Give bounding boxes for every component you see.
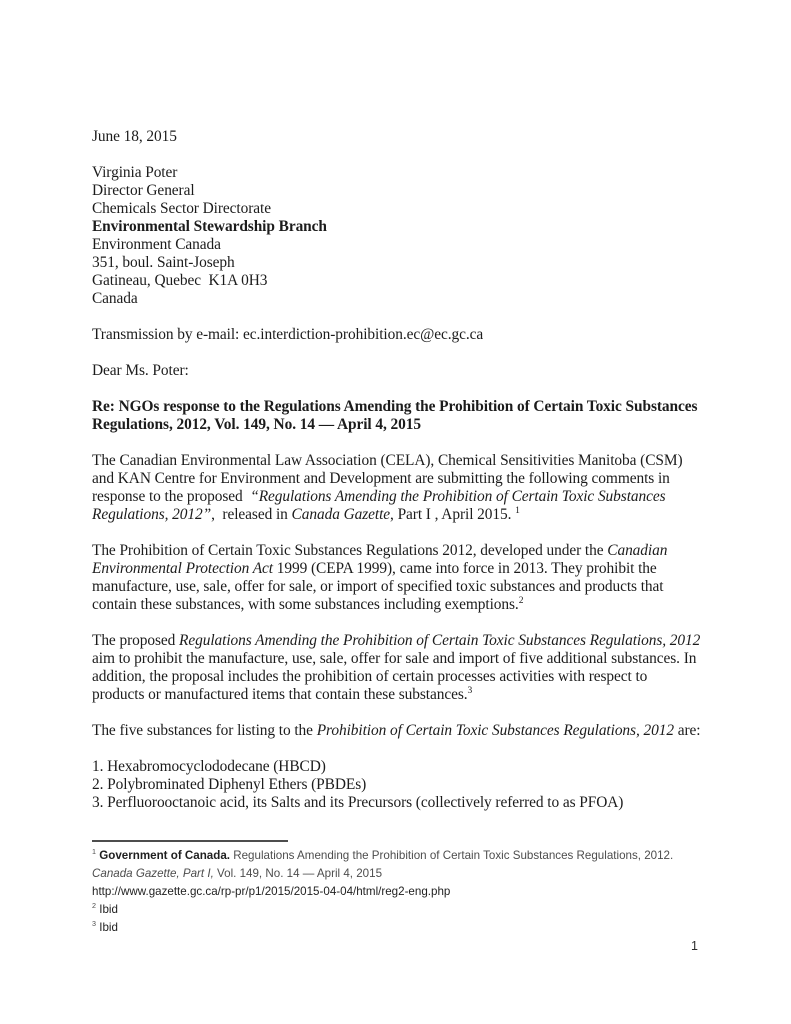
footnotes-section [92,840,710,937]
page-number: 1 [691,939,698,953]
recipient-branch: Environmental Stewardship Branch [92,218,327,235]
paragraph-intro [92,452,703,524]
paragraph-text: , released in [211,506,292,523]
footnote-source: Government of Canada. [99,849,231,862]
paragraph-proposed-amendments [92,632,703,704]
paragraph-text: The five substances for listing to the [92,722,317,739]
footnote-ref-3: 3 [467,684,473,696]
gazette-title: Canada Gazette [291,506,391,523]
subject-line: Re: NGOs response to the Regulations Amending the Prohibition of Certain Toxic Substances Regulations, 2012, Vol. 149, No. 14 — April 4, 2015 [92,398,698,433]
recipient-address-block [92,164,703,308]
footnote-journal: Canada Gazette, Part I, [92,867,214,880]
paragraph-prohibition-2012 [92,542,703,614]
paragraph-text: , Part I , April 2015. [390,506,516,523]
letter-date: June 18, 2015 [92,128,177,145]
footnote-ref-1: 1 [515,504,520,516]
footnote-ibid: Ibid [99,921,118,934]
recipient-city: Gatineau, Quebec K1A 0H3 [92,272,268,289]
footnote-marker: 3 [92,919,96,929]
list-item-pbdes: 2. Polybrominated Diphenyl Ethers (PBDEs) [92,776,367,793]
transmission-label: Transmission by e-mail: [92,326,243,343]
footnote-issue: Vol. 149, No. 14 — April 4, 2015 [213,867,383,880]
regulation-title: “Regulations Amending the Prohibition of Certain Toxic Substances Regulations, 2012” [92,488,666,523]
list-item-hbcd: 1. Hexabromocyclododecane (HBCD) [92,758,326,775]
paragraph-text: are: [673,722,701,739]
footnote-marker: 1 [92,847,96,857]
footnote-ibid: Ibid [99,903,118,916]
recipient-street: 351, boul. Saint-Joseph [92,254,235,271]
footnote-1 [92,847,710,901]
footnote-3 [92,919,710,937]
footnote-url: http://www.gazette.gc.ca/rp-pr/p1/2015/2015-04-04/html/reg2-eng.php [92,885,451,898]
transmission-email: ec.interdiction-prohibition.ec@ec.gc.ca [243,326,484,343]
regulation-title: Regulations Amending the Prohibition of Certain Toxic Substances Regulations, 2012 [179,632,701,649]
recipient-directorate: Chemicals Sector Directorate [92,200,271,217]
paragraph-text: 1999 (CEPA 1999), came into force in 2013. They prohibit the manufacture, use, sale, offer for sale, or import of specified toxic substances and products that contain these substances, with some substances including exemptions. [92,560,664,613]
footnote-separator [92,840,288,842]
recipient-country: Canada [92,290,138,307]
salutation: Dear Ms. Poter: [92,362,189,379]
list-item-pfoa: 3. Perfluorooctanoic acid, its Salts and its Precursors (collectively referred to as PFOA) [92,794,624,811]
footnote-marker: 2 [92,901,96,911]
letter-body [92,128,703,812]
paragraph-text: The Prohibition of Certain Toxic Substances Regulations 2012, developed under the [92,542,608,559]
substances-list [92,758,703,812]
recipient-name: Virginia Poter [92,164,178,181]
cepa-act-title: Canadian Environmental Protection Act [92,542,668,577]
footnote-ref-2: 2 [518,594,524,606]
recipient-title: Director General [92,182,195,199]
footnote-2 [92,901,710,919]
footnote-citation: Regulations Amending the Prohibition of Certain Toxic Substances Regulations, 2012. [230,849,674,862]
paragraph-five-substances [92,722,703,740]
regulation-title: Prohibition of Certain Toxic Substances Regulations, 2012 [316,722,674,739]
paragraph-text: The proposed [92,632,180,649]
paragraph-text: aim to prohibit the manufacture, use, sale, offer for sale and import of five additional substances. In addition, the proposal includes the prohibition of certain processes activities with respect to products or manufactured items that contain these substances. [92,650,697,703]
recipient-department: Environment Canada [92,236,221,253]
paragraph-text: The Canadian Environmental Law Association (CELA), Chemical Sensitivities Manitoba (CSM) and KAN Centre for Environment and Development are submitting the following comments in response to the proposed [92,452,683,505]
transmission-line [92,326,703,344]
